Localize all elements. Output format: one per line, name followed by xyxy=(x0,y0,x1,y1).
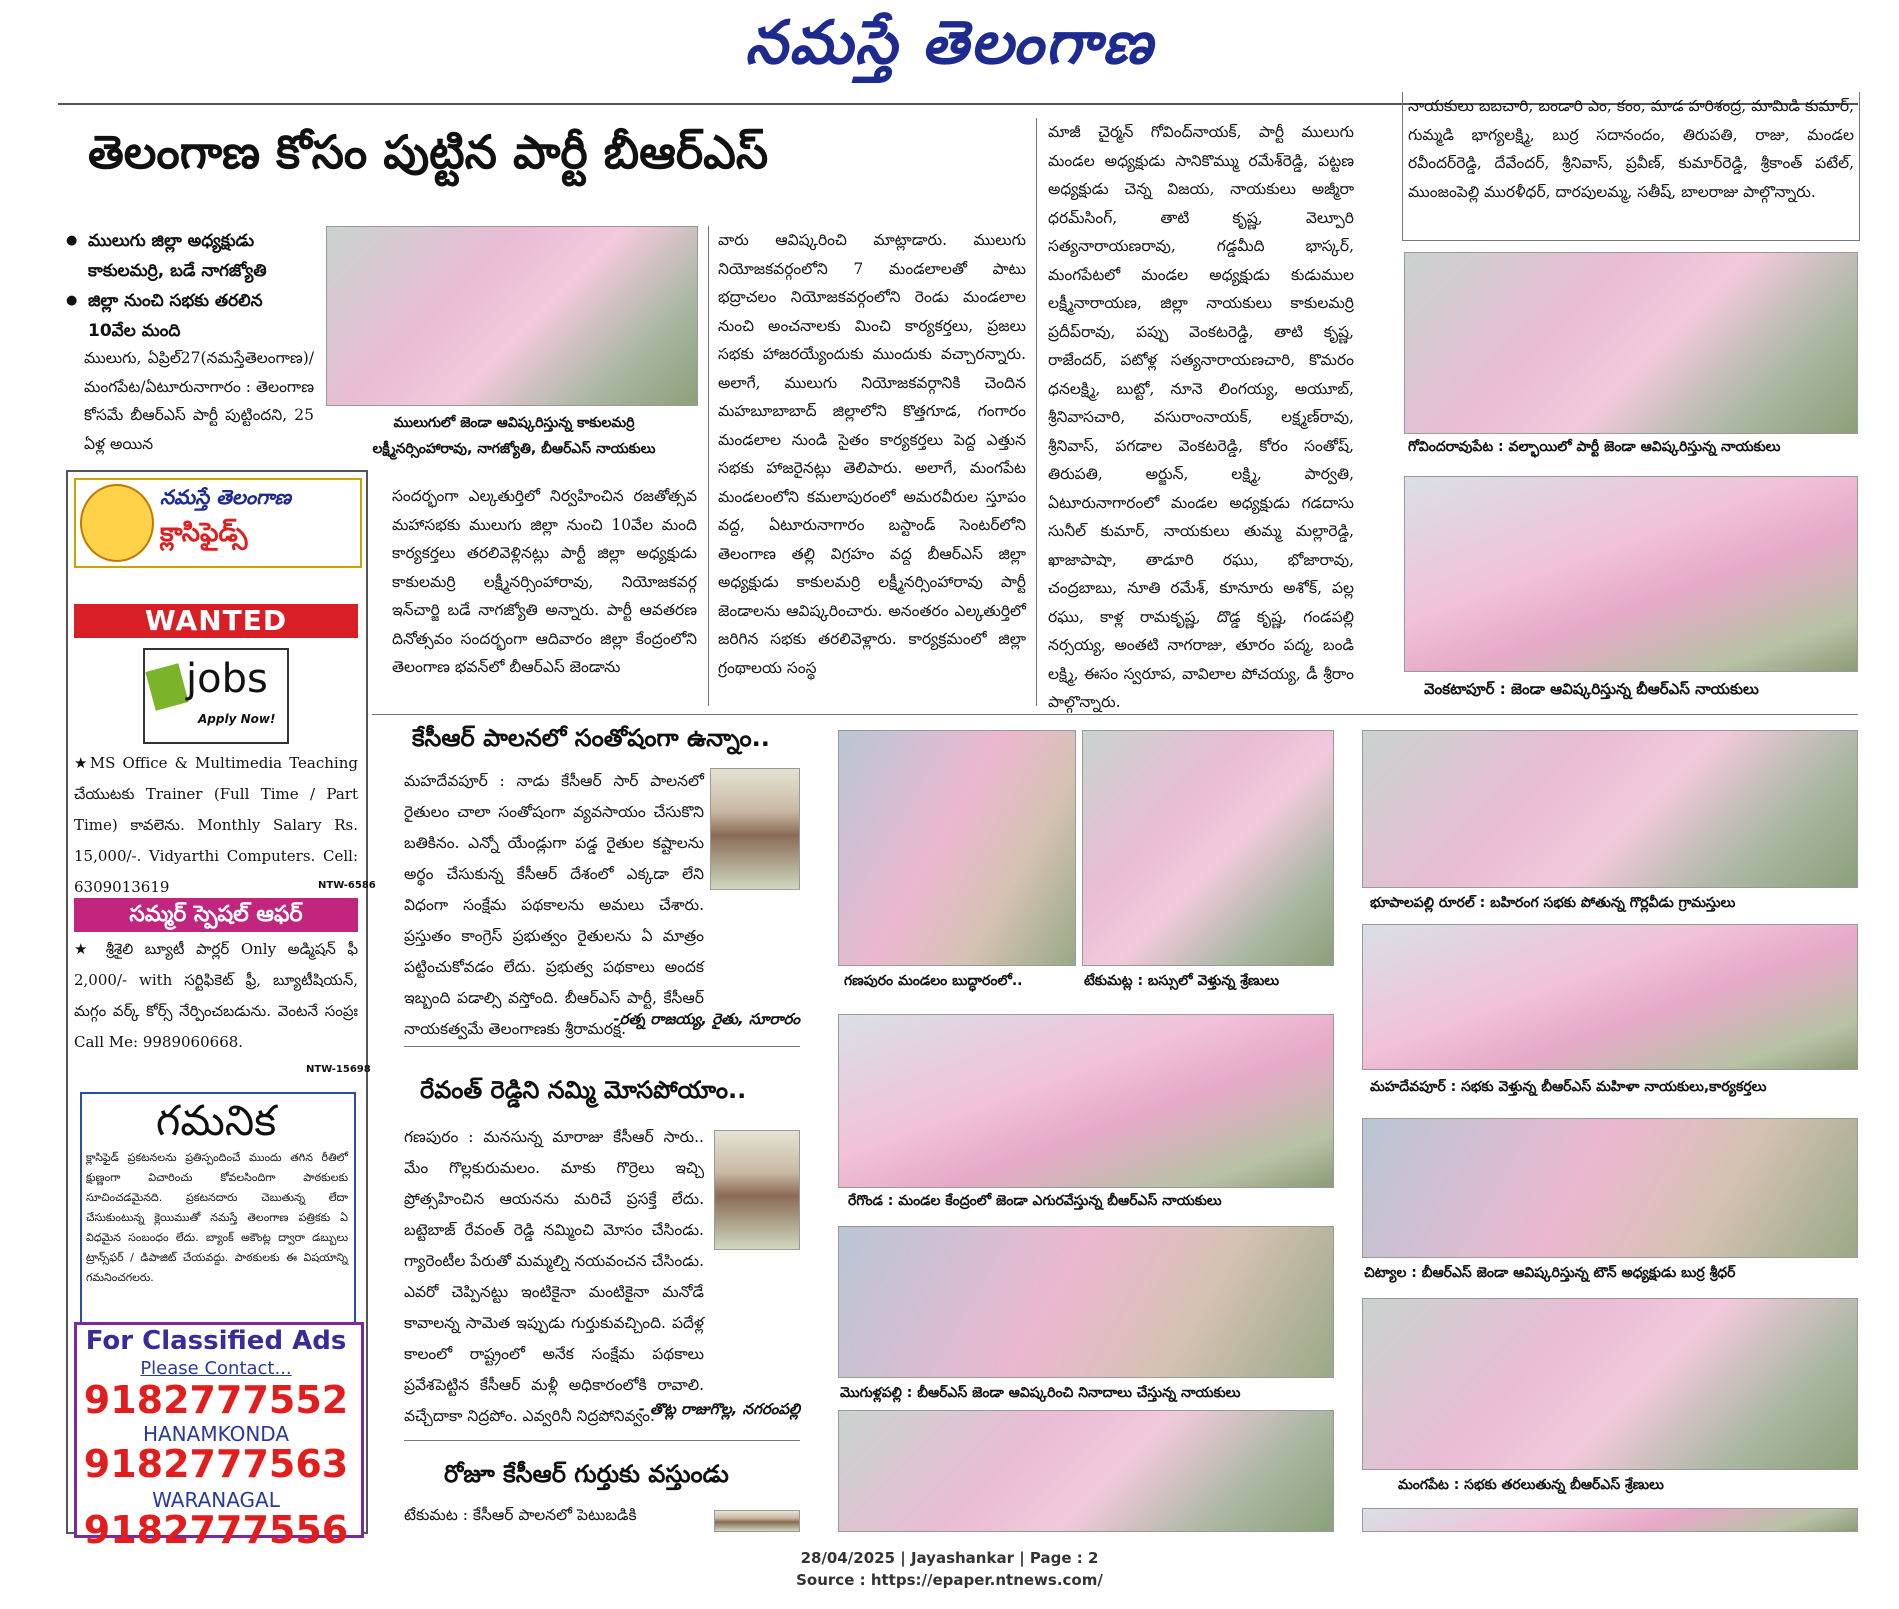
article-column-4: మాజీ చైర్మన్ గోవింద్‌నాయక్, పార్టీ ములుగు మండల అధ్యక్షుడు సానికొమ్ము రమేశ్‌రెడ్డి, పట్టణ అధ్యక్షుడు చెన్న విజయ, నాయకులు అజ్మీరా ధరమ్‌సింగ్, తాటి కృష్ణ, వెల్పూరి సత్యనారాయణరావు, గడ్డమీది భాస్కర్, మంగపేటలో మండల అధ్యక్షుడు కుడుముల లక్ష్మీనారాయణ, జిల్లా నాయకులు కాకులమర్రి ప్రదీప్‌రావు, పప్పు వెంకటరెడ్డి, తాటి కృష్ణ, రాజేందర్, పటోళ్ల సత్యనారాయణచారి, కొమరం ధనలక్ష్మి, బుట్టో, నూనె లింగయ్య, అయూబ్, శ్రీనివాసచారి, వసురాంనాయక్, లక్ష్మణ్‌రావు, శ్రీనివాస్, పగడాల వెంకటరెడ్డి, కోరం సంతోష్, తిరుపతి, అర్జున్, లక్ష్మి, పార్వతి, ఏటూరునాగారంలో మండల అధ్యక్షుడు గడదాసు సునీల్ కుమార్, నాయకులు తుమ్మ మల్లారెడ్డి, ఖాజాపాషా, తాడూరి రఘు, భోజారావు, చంద్రబాబు, నూతి రమేశ్, కూనూరు అశోక్, పల్ల రఘు, కాళ్ల రామకృష్ణ, దొడ్డ కృష్ణ, గండపల్లి నర్సయ్య, అంతటి నాగరాజు, తూరం పద్మ, బండి లక్ష్మి, ఈసం స్వరూప, వావిలాల పోచయ్య, డీ శ్రీరాం పాల్గొన్నారు. xyxy=(1048,123,1354,711)
phone-third-partial: 9182777556 xyxy=(83,1508,349,1552)
story1-body: మహదేవపూర్ : నాడు కేసీఆర్ సార్ పాలనలో రైతులం చాలా సంతోషంగా వ్యవసాయం చేసుకొని బతికినం. ఎన్నో యేండ్లుగా పడ్డ రైతుల కష్టాలను అర్థం చేసుకున్న కేసీఆర్ దేశంలో ఎక్కడా లేని విధంగా సంక్షేమ పథకాలను అమలు చేశారు. ప్రస్తుతం కాంగ్రెస్ ప్రభుత్వం రైతులను ఏ మాత్రం పట్టించుకోవడం లేదు. ప్రభుత్వ పథకాలు అందక ఇబ్బంది పడాల్సి వస్తోంది. బీఆర్ఎస్ పార్టీ, కేసీఆర్ నాయకత్వమే తెలంగాణకు శ్రీరామరక్ష. xyxy=(404,772,704,1038)
caption-mangapet: మంగపేట : సభకు తరలుతున్న బీఆర్ఎస్ శ్రేణులు xyxy=(1398,1477,1664,1493)
notice-body: క్లాసిఫైడ్ ప్రకటనలను ప్రతిస్పందించే ముందు తగిన రీతిలో క్షుణ్ణంగా విచారించు కోవలసిందిగా పాఠకులకు సూచించడమైనది. ప్రకటనదారు చెబుతున్న లేదా చేసుకుంటున్న క్లెయిముతో నమస్తే తెలంగాణ పత్రికకు ఏ విధమైన సంబంధం లేదు. బ్యాంక్ అకౌంట్ల ద్వారా డబ్బులు ట్రాన్స్‌ఫర్ / డిపాజిట్ చేయవద్దు. పాఠకులకు ఈ విషయాన్ని గమనించగలరు. xyxy=(86,1151,348,1284)
photo-bhupalpalli xyxy=(1362,730,1858,888)
ad-trainer: ★MS Office & Multimedia Teaching చేయుటకు Trainer (Full Time / Part Time) కావలెను. Monthly Salary Rs. 15,000/-. Vidyarthi Computers. Cell: 6309013619 xyxy=(74,754,358,896)
caption-tekumatla: టేకుమట్ల : బస్సులో వెళ్తున్న శ్రేణులు xyxy=(1084,973,1280,989)
headline: తెలంగాణ కోసం పుట్టిన పార్టీ బీఆర్ఎస్ xyxy=(88,125,769,179)
caption-mogullapalli: మొగుళ్లపల్లి : బీఆర్ఎస్ జెండా ఆవిష్కరించి నినాదాలు చేస్తున్న నాయకులు xyxy=(840,1385,1241,1401)
city-warangal: WARANAGAL xyxy=(152,1488,280,1512)
classifieds-title: క్లాసిఫైడ్స్ xyxy=(160,518,248,548)
caption-regonda: రేగొండ : మండల కేంద్రంలో జెండా ఎగురవేస్తున్న బీఆర్ఎస్ నాయకులు xyxy=(848,1193,1222,1209)
story3-title: రోజూ కేసీఆర్ గుర్తుకు వస్తుండు xyxy=(444,1460,729,1488)
caption-mahadevpur: మహదేవపూర్ : సభకు వెళ్తున్న బీఆర్ఎస్ మహిళా నాయకులు,కార్యకర్తలు xyxy=(1370,1079,1767,1095)
contact-title: For Classified Ads xyxy=(85,1326,347,1356)
story2-title: రేవంత్ రెడ్డిని నమ్మి మోసపోయాం.. xyxy=(420,1076,747,1104)
story2-attribution: - తొట్ల రాజుగొల్ల, నగరంపల్లి xyxy=(638,1400,800,1418)
bullet-item: ● జిల్లా నుంచి సభకు తరలిన 10వేల మంది xyxy=(66,286,316,346)
caption-venkatapur: వెంకటాపూర్ : జెండా ఆవిష్కరిస్తున్న బీఆర్ఎస్ నాయకులు xyxy=(1424,680,1759,698)
wanted-banner: WANTED xyxy=(74,604,358,638)
bullet-item: ● ములుగు జిల్లా అధ్యక్షుడు కాకులమర్రి, బడే నాగజ్యోతి xyxy=(66,226,316,286)
highlight-bullets xyxy=(66,226,316,346)
caption-bhupalpalli: భూపాలపల్లి రూరల్ : బహిరంగ సభకు పోతున్న గొర్లవీడు గ్రామస్తులు xyxy=(1370,895,1736,911)
story3-body: టేకుమట : కేసీఆర్ పాలనలో పెటుబడికి xyxy=(404,1506,637,1524)
ad-beauty-code: NTW-15698 xyxy=(306,1064,371,1075)
photo-govindaraopet xyxy=(1404,252,1858,434)
photo-ganapuram xyxy=(838,730,1076,966)
contact-subtitle: Please Contact... xyxy=(140,1358,292,1379)
story1-title: కేసీఆర్ పాలనలో సంతోషంగా ఉన్నాం.. xyxy=(412,724,770,752)
footer-date-edition: 28/04/2025 | Jayashankar | Page : 2 xyxy=(800,1549,1099,1567)
photo-chityala xyxy=(1362,1118,1858,1258)
ad-beauty-parlour: ★ శ్రీశైలి బ్యూటీ పార్లర్ Only అడ్మిషన్ ఫీ 2,000/- with సర్టిఫికెట్ ఫ్రీ, బ్యూటీషియన్, మగ్గం వర్క్ కోర్స్ నేర్పించబడును. వెంటనే సంప్రః Call Me: 9989060668. xyxy=(74,940,358,1051)
photo-venkatapur xyxy=(1404,476,1858,672)
photo-tekumatla xyxy=(1082,730,1334,966)
masthead-logo: నమస్తే తెలంగాణ xyxy=(744,8,1155,78)
article-column-5: నాయకులు బబచారి, బండారి ఎం, కంం, మాడ హరిశంద్ర, మామిడి కుమార్, గుమ్మడి భాగ్యలక్ష్మి, బుర్ర సదానందం, తిరుపతి, రాజు, మండల రవీందర్‌రెడ్డి, దేవేందర్, శ్రీనివాస్, ప్రవీణ్, కుమార్‌రెడ్డి, శ్రీకాంత్ పటేల్, ముంజంపెల్లి మురళీధర్, దారపులమ్మ, సతీష్, బాలరాజు పాల్గొన్నారు. xyxy=(1408,97,1854,201)
story2-portrait xyxy=(714,1130,800,1250)
classifieds-brand: నమస్తే తెలంగాణ xyxy=(160,485,292,509)
main-photo-caption: ములుగులో జెండా ఆవిష్కరిస్తున్న కాకులమర్రి లక్ష్మీనర్సింహారావు, నాగజ్యోతి, బీఆర్ఎస్ నాయకులు xyxy=(372,415,656,457)
main-photo-mulugu xyxy=(326,226,698,406)
caption-ganapuram: గణపురం మండలం బుద్ధారంలో.. xyxy=(844,973,1023,989)
caption-chityala: చిట్యాల : బీఆర్ఎస్ జెండా ఆవిష్కరిస్తున్న టౌన్ అధ్యక్షుడు బుర్ర శ్రీధర్ xyxy=(1364,1265,1736,1281)
summer-offer-banner: సమ్మర్ స్పెషల్ ఆఫర్ xyxy=(74,898,358,932)
notice-title: గమనిక xyxy=(155,1096,277,1145)
photo-mahadevpur xyxy=(1362,924,1858,1070)
phone-hanamkonda: 9182777552 xyxy=(83,1378,349,1422)
story2-body: గణపురం : మనసున్న మారాజు కేసీఆర్ సారు.. మేం గొల్లకురుమలం. మాకు గొర్రెలు ఇచ్చి ప్రోత్సహించిన ఆయనను మరిచే ప్రసక్తే లేదు. బట్టెబాజ్ రేవంత్ రెడ్డి నమ్మించి మోసం చేసిండు. గ్యారెంటీల పేరుతో మమ్మల్ని నయవంచన చేసిండు. ఎవరో చెప్పినట్టు ఇంటికైనా మంటికైనా మనోడే కావాలన్న సామెత ఇప్పుడు గుర్తుకువచ్చింది. పదేళ్ల కాలంలో రాష్ట్రంలో అనేక సంక్షేమ పథకాలు ప్రవేశపెట్టిన కేసీఆర్ మళ్లీ అధికారంలోకి రావాలి. వచ్చేదాకా నిద్రపోం. ఎవ్వరినీ నిద్రపోనివ్వం. xyxy=(404,1128,704,1425)
footer-source[interactable]: Source : https://epaper.ntnews.com/ xyxy=(796,1571,1103,1589)
story1-portrait xyxy=(710,768,800,890)
jobs-apply-now: Apply Now! xyxy=(198,712,276,726)
photo-mangapet xyxy=(1362,1298,1858,1470)
photo-bottom-partial xyxy=(1362,1508,1858,1532)
article-column-2: సందర్భంగా ఎల్కతుర్తిలో నిర్వహించిన రజతోత్సవ మహాసభకు ములుగు జిల్లా నుంచి 10వేల మంది కార్యకర్తలు తరలివెళ్లినట్లు పార్టీ జిల్లా అధ్యక్షుడు కాకులమర్రి లక్ష్మీనర్సింహారావు, నియోజకవర్గ ఇన్‌చార్జి బడే నాగజ్యోతి అన్నారు. పార్టీ ఆవతరణ దినోత్సవం సందర్భంగా ఆదివారం జిల్లా కేంద్రంలోని తెలంగాణ భవన్‌లో బీఆర్ఎస్ జెండాను xyxy=(392,487,697,676)
phone-warangal: 9182777563 xyxy=(83,1442,349,1486)
ad-trainer-code: NTW-6586 xyxy=(318,880,376,891)
story1-attribution: -రత్న రాజయ్య, రైతు, సూరారం xyxy=(613,1010,800,1028)
photo-mogullapalli xyxy=(838,1226,1334,1378)
jobs-logo-text: jobs xyxy=(186,656,268,702)
photo-cake-celebration xyxy=(838,1410,1334,1532)
lakshmi-logo-icon xyxy=(80,484,154,562)
story3-portrait xyxy=(714,1510,800,1532)
article-column-3: వారు ఆవిష్కరించి మాట్లాడారు. ములుగు నియోజకవర్గంలోని 7 మండలాలతో పాటు భద్రాచలం నియోజకవర్గంలోని రెండు మండలాల నుంచి అంచనాలకు మించి కార్యకర్తలు, ప్రజలు సభకు హాజరయ్యేందుకు ముందుకు వచ్చారన్నారు. అలాగే, ములుగు నియోజకవర్గానికి చెందిన మహబూబాబాద్ జిల్లాలోని కొత్తగూడ, గంగారం మండలాల నుండి సైతం కార్యకర్తలు పెద్ద ఎత్తున సభకు హాజరైనట్లు తెలిపారు. అలాగే, మంగపేట మండలంలోని కమలాపురంలో అమరవీరుల స్తూపం వద్ద, ఏటూరునాగారం బస్టాండ్ సెంటర్‌లోని తెలంగాణ తల్లి విగ్రహం వద్ద బీఆర్ఎస్ జిల్లా అధ్యక్షుడు కాకులమర్రి లక్ష్మీనర్సింహారావు పార్టీ జెండాలను ఆవిష్కరించారు. అనంతరం ఎల్కతుర్తిలో జరిగిన సభకు తరలివెళ్లారు. కార్యక్రమంలో జిల్లా గ్రంథాలయ సంస్థ xyxy=(718,231,1026,677)
lead-paragraph: ములుగు, ఏప్రిల్27(నమస్తేతెలంగాణ)/ మంగపేట/ఏటూరునాగారం : తెలంగాణ కోసమే బీఆర్ఎస్ పార్టీ పుట్టిందని, 25 ఏళ్ల అయిన xyxy=(84,349,314,453)
caption-govindaraopet: గోవిందరావుపేట : వల్భాయిలో పార్టీ జెండా ఆవిష్కరిస్తున్న నాయకులు xyxy=(1408,439,1781,455)
city-hanamkonda: HANAMKONDA xyxy=(142,1422,290,1446)
photo-regonda xyxy=(838,1014,1334,1188)
page-footer xyxy=(0,1547,1899,1591)
